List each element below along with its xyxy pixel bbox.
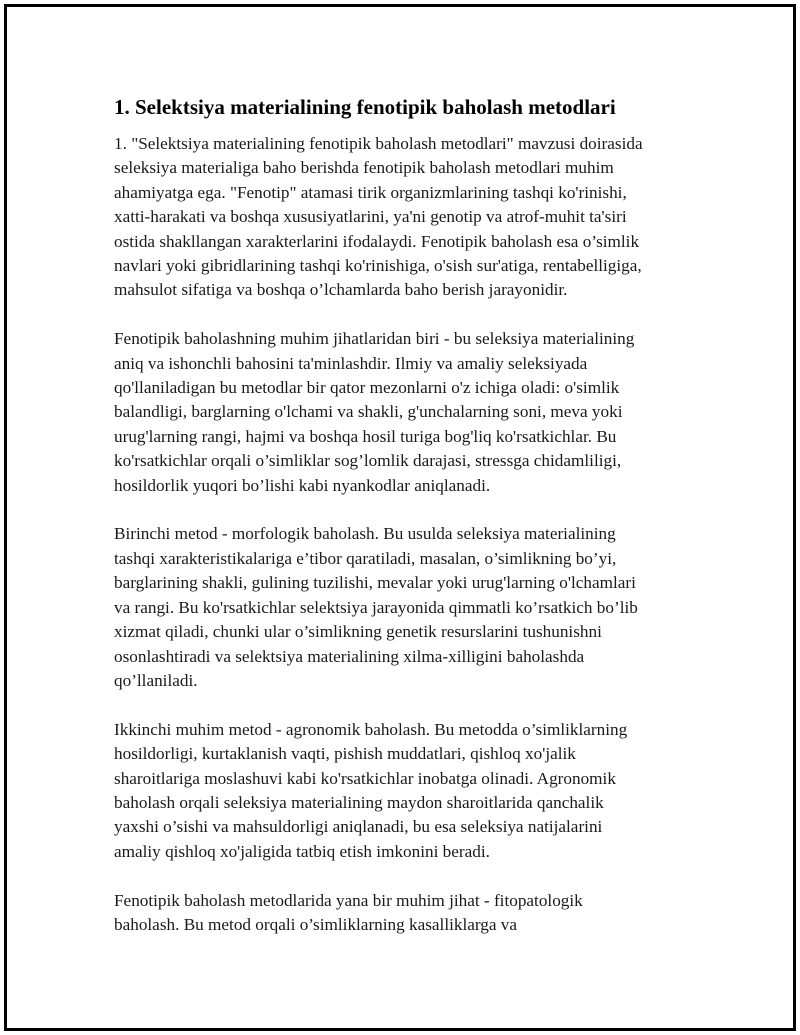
- text-line: balandligi, barglarning o'lchami va shakli, g'unchalarning soni, meva yoki: [114, 402, 623, 422]
- text-line: xatti-harakati va boshqa xususiyatlarini, ya'ni genotip va atrof-muhit ta'siri: [114, 207, 627, 227]
- text-line: amaliy qishloq xo'jaligida tatbiq etish imkonini beradi.: [114, 841, 490, 861]
- paragraph-3: [114, 522, 694, 693]
- text-line: aniq va ishonchli bahosini ta'minlashdir. Ilmiy va amaliy seleksiyada: [114, 353, 588, 373]
- text-line: va rangi. Bu ko'rsatkichlar selektsiya jarayonida qimmatli ko’rsatkich bo’lib: [114, 597, 638, 617]
- text-line: Fenotipik baholash metodlarida yana bir muhim jihat - fitopatologik: [114, 890, 583, 910]
- text-line: ahamiyatga ega. "Fenotip" atamasi tirik organizmlarining tashqi ko'rinishi,: [114, 182, 627, 202]
- paragraph-2: [114, 327, 694, 498]
- text-line: sharoitlariga moslashuvi kabi ko'rsatkichlar inobatga olinadi. Agronomik: [114, 768, 616, 788]
- text-line: Fenotipik baholashning muhim jihatlaridan biri - bu seleksiya materialining: [114, 329, 635, 349]
- paragraph-5: [114, 889, 694, 938]
- paragraph-1: [114, 132, 694, 303]
- document-body: [114, 94, 694, 962]
- text-line: urug'larning rangi, hajmi va boshqa hosil turiga bog'liq ko'rsatkichlar. Bu: [114, 426, 617, 446]
- text-line: qo’llaniladi.: [114, 670, 198, 690]
- text-line: xizmat qiladi, chunki ular o’simlikning genetik resurslarini tushunishni: [114, 622, 602, 642]
- text-line: Ikkinchi muhim metod - agronomik baholash. Bu metodda o’simliklarning: [114, 719, 628, 739]
- text-line: hosildorlik yuqori bo’lishi kabi nyankodlar aniqlanadi.: [114, 475, 491, 495]
- text-line: 1. "Selektsiya materialining fenotipik baholash metodlari" mavzusi doirasida: [114, 134, 643, 153]
- text-line: ostida shakllangan xarakterlarini ifodalaydi. Fenotipik baholash esa o’simlik: [114, 231, 640, 251]
- text-line: tashqi xarakteristikalariga e’tibor qaratiladi, masalan, o’simlikning bo’yi,: [114, 548, 617, 568]
- paragraph-4: [114, 718, 694, 864]
- text-line: seleksiya materialiga baho berishda fenotipik baholash metodlari muhim: [114, 158, 614, 178]
- text-line: osonlashtiradi va selektsiya materialining xilma-xilligini baholashda: [114, 646, 585, 666]
- text-line: hosildorligi, kurtaklanish vaqti, pishish muddatlari, qishloq xo'jalik: [114, 744, 576, 764]
- text-line: ko'rsatkichlar orqali o’simliklar sog’lomlik darajasi, stressga chidamliligi,: [114, 451, 622, 471]
- text-line: Birinchi metod - morfologik baholash. Bu usulda seleksiya materialining: [114, 524, 616, 544]
- text-line: mahsulot sifatiga va boshqa o’lchamlarda baho berish jarayonidir.: [114, 280, 568, 300]
- text-line: barglarining shakli, gulining tuzilishi, mevalar yoki urug'larning o'lchamlari: [114, 573, 636, 593]
- text-line: baholash. Bu metod orqali o’simliklarning kasalliklarga va: [114, 914, 518, 934]
- text-line: navlari yoki gibridlarining tashqi ko'rinishiga, o'sish sur'atiga, rentabelligiga,: [114, 256, 642, 276]
- text-line: baholash orqali seleksiya materialining maydon sharoitlarida qanchalik: [114, 792, 604, 812]
- document-heading: 1. Selektsiya materialining fenotipik baholash metodlari: [114, 95, 616, 119]
- text-line: yaxshi o’sishi va mahsuldorligi aniqlanadi, bu esa seleksiya natijalarini: [114, 817, 603, 837]
- text-line: qo'llaniladigan bu metodlar bir qator mezonlarni o'z ichiga oladi: o'simlik: [114, 378, 620, 398]
